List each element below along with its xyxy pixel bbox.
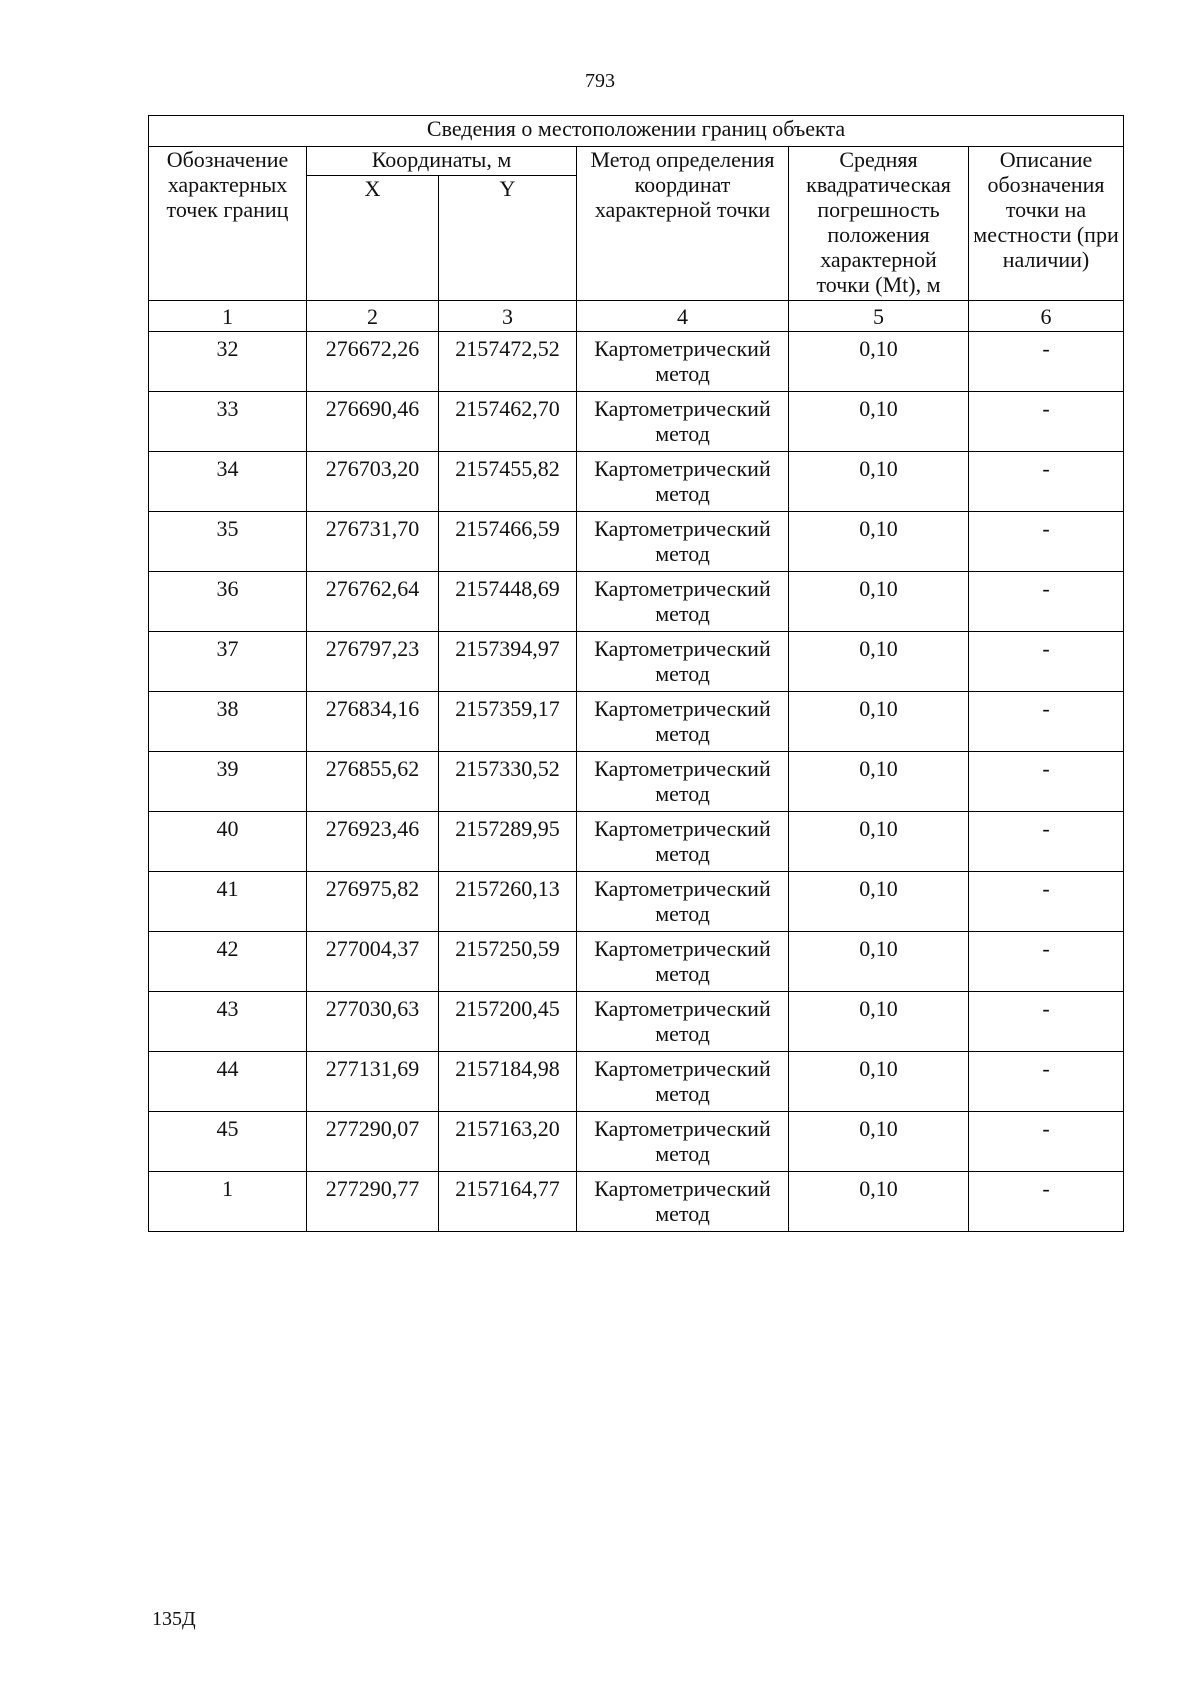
- accuracy-cell: 0,10: [789, 1172, 969, 1232]
- y-cell: 2157260,13: [439, 872, 577, 932]
- column-number: 6: [969, 301, 1124, 332]
- y-cell: 2157250,59: [439, 932, 577, 992]
- point-cell: 40: [149, 812, 307, 872]
- point-cell: 32: [149, 332, 307, 392]
- column-number: 2: [307, 301, 439, 332]
- y-cell: 2157466,59: [439, 512, 577, 572]
- accuracy-cell: 0,10: [789, 452, 969, 512]
- point-cell: 41: [149, 872, 307, 932]
- column-number: 4: [577, 301, 789, 332]
- x-cell: 276975,82: [307, 872, 439, 932]
- table-row: [149, 812, 1124, 872]
- table-row: [149, 752, 1124, 812]
- table-row: [149, 572, 1124, 632]
- y-cell: 2157200,45: [439, 992, 577, 1052]
- accuracy-cell: 0,10: [789, 512, 969, 572]
- point-cell: 34: [149, 452, 307, 512]
- accuracy-cell: 0,10: [789, 872, 969, 932]
- table-row: [149, 872, 1124, 932]
- description-cell: -: [969, 932, 1124, 992]
- header-accuracy: Средняя квадратическая погрешность положения характерной точки (Mt), м: [789, 147, 969, 301]
- description-cell: -: [969, 332, 1124, 392]
- description-cell: -: [969, 572, 1124, 632]
- description-cell: -: [969, 1172, 1124, 1232]
- method-cell: Картометрический метод: [577, 812, 789, 872]
- page-number: 793: [585, 70, 615, 92]
- point-cell: 36: [149, 572, 307, 632]
- y-cell: 2157184,98: [439, 1052, 577, 1112]
- y-cell: 2157455,82: [439, 452, 577, 512]
- accuracy-cell: 0,10: [789, 572, 969, 632]
- accuracy-cell: 0,10: [789, 632, 969, 692]
- method-cell: Картометрический метод: [577, 572, 789, 632]
- column-number: 3: [439, 301, 577, 332]
- description-cell: -: [969, 392, 1124, 452]
- point-cell: 39: [149, 752, 307, 812]
- x-cell: 276731,70: [307, 512, 439, 572]
- y-cell: 2157359,17: [439, 692, 577, 752]
- table-row: [149, 512, 1124, 572]
- header-y: Y: [439, 176, 577, 301]
- x-cell: 277131,69: [307, 1052, 439, 1112]
- x-cell: 276690,46: [307, 392, 439, 452]
- method-cell: Картометрический метод: [577, 992, 789, 1052]
- header-x: X: [307, 176, 439, 301]
- method-cell: Картометрический метод: [577, 1172, 789, 1232]
- point-cell: 44: [149, 1052, 307, 1112]
- x-cell: 277030,63: [307, 992, 439, 1052]
- method-cell: Картометрический метод: [577, 1112, 789, 1172]
- method-cell: Картометрический метод: [577, 632, 789, 692]
- accuracy-cell: 0,10: [789, 992, 969, 1052]
- y-cell: 2157472,52: [439, 332, 577, 392]
- table-row: [149, 632, 1124, 692]
- description-cell: -: [969, 1112, 1124, 1172]
- table-row: [149, 1112, 1124, 1172]
- description-cell: -: [969, 752, 1124, 812]
- method-cell: Картометрический метод: [577, 332, 789, 392]
- description-cell: -: [969, 452, 1124, 512]
- accuracy-cell: 0,10: [789, 332, 969, 392]
- method-cell: Картометрический метод: [577, 932, 789, 992]
- table-row: [149, 452, 1124, 512]
- header-designation: Обозначение характерных точек границ: [149, 147, 307, 301]
- y-cell: 2157448,69: [439, 572, 577, 632]
- accuracy-cell: 0,10: [789, 932, 969, 992]
- description-cell: -: [969, 812, 1124, 872]
- table-row: [149, 1172, 1124, 1232]
- method-cell: Картометрический метод: [577, 692, 789, 752]
- description-cell: -: [969, 512, 1124, 572]
- table-row: [149, 692, 1124, 752]
- point-cell: 37: [149, 632, 307, 692]
- accuracy-cell: 0,10: [789, 1112, 969, 1172]
- accuracy-cell: 0,10: [789, 392, 969, 452]
- table-row: [149, 992, 1124, 1052]
- y-cell: 2157164,77: [439, 1172, 577, 1232]
- header-coordinates: Координаты, м: [307, 147, 577, 176]
- x-cell: 277290,07: [307, 1112, 439, 1172]
- x-cell: 276703,20: [307, 452, 439, 512]
- x-cell: 276923,46: [307, 812, 439, 872]
- y-cell: 2157289,95: [439, 812, 577, 872]
- y-cell: 2157394,97: [439, 632, 577, 692]
- x-cell: 276834,16: [307, 692, 439, 752]
- method-cell: Картометрический метод: [577, 752, 789, 812]
- y-cell: 2157462,70: [439, 392, 577, 452]
- y-cell: 2157163,20: [439, 1112, 577, 1172]
- y-cell: 2157330,52: [439, 752, 577, 812]
- accuracy-cell: 0,10: [789, 692, 969, 752]
- description-cell: -: [969, 872, 1124, 932]
- x-cell: 277004,37: [307, 932, 439, 992]
- point-cell: 42: [149, 932, 307, 992]
- point-cell: 43: [149, 992, 307, 1052]
- header-method: Метод определения координат характерной точки: [577, 147, 789, 301]
- accuracy-cell: 0,10: [789, 1052, 969, 1112]
- table-title: Сведения о местоположении границ объекта: [149, 116, 1124, 147]
- column-numbers-row: [149, 301, 1124, 332]
- method-cell: Картометрический метод: [577, 392, 789, 452]
- description-cell: -: [969, 1052, 1124, 1112]
- description-cell: -: [969, 692, 1124, 752]
- accuracy-cell: 0,10: [789, 752, 969, 812]
- x-cell: 276797,23: [307, 632, 439, 692]
- x-cell: 276672,26: [307, 332, 439, 392]
- header-description: Описание обозначения точки на местности (при наличии): [969, 147, 1124, 301]
- table-row: [149, 1052, 1124, 1112]
- boundary-table: [148, 115, 1124, 1232]
- table-row: [149, 392, 1124, 452]
- method-cell: Картометрический метод: [577, 452, 789, 512]
- point-cell: 45: [149, 1112, 307, 1172]
- point-cell: 35: [149, 512, 307, 572]
- footer-code: 135Д: [152, 1608, 196, 1630]
- description-cell: -: [969, 992, 1124, 1052]
- point-cell: 33: [149, 392, 307, 452]
- column-number: 1: [149, 301, 307, 332]
- description-cell: -: [969, 632, 1124, 692]
- x-cell: 276762,64: [307, 572, 439, 632]
- method-cell: Картометрический метод: [577, 1052, 789, 1112]
- method-cell: Картометрический метод: [577, 872, 789, 932]
- table-row: [149, 332, 1124, 392]
- x-cell: 277290,77: [307, 1172, 439, 1232]
- column-number: 5: [789, 301, 969, 332]
- x-cell: 276855,62: [307, 752, 439, 812]
- point-cell: 1: [149, 1172, 307, 1232]
- accuracy-cell: 0,10: [789, 812, 969, 872]
- method-cell: Картометрический метод: [577, 512, 789, 572]
- table-row: [149, 932, 1124, 992]
- point-cell: 38: [149, 692, 307, 752]
